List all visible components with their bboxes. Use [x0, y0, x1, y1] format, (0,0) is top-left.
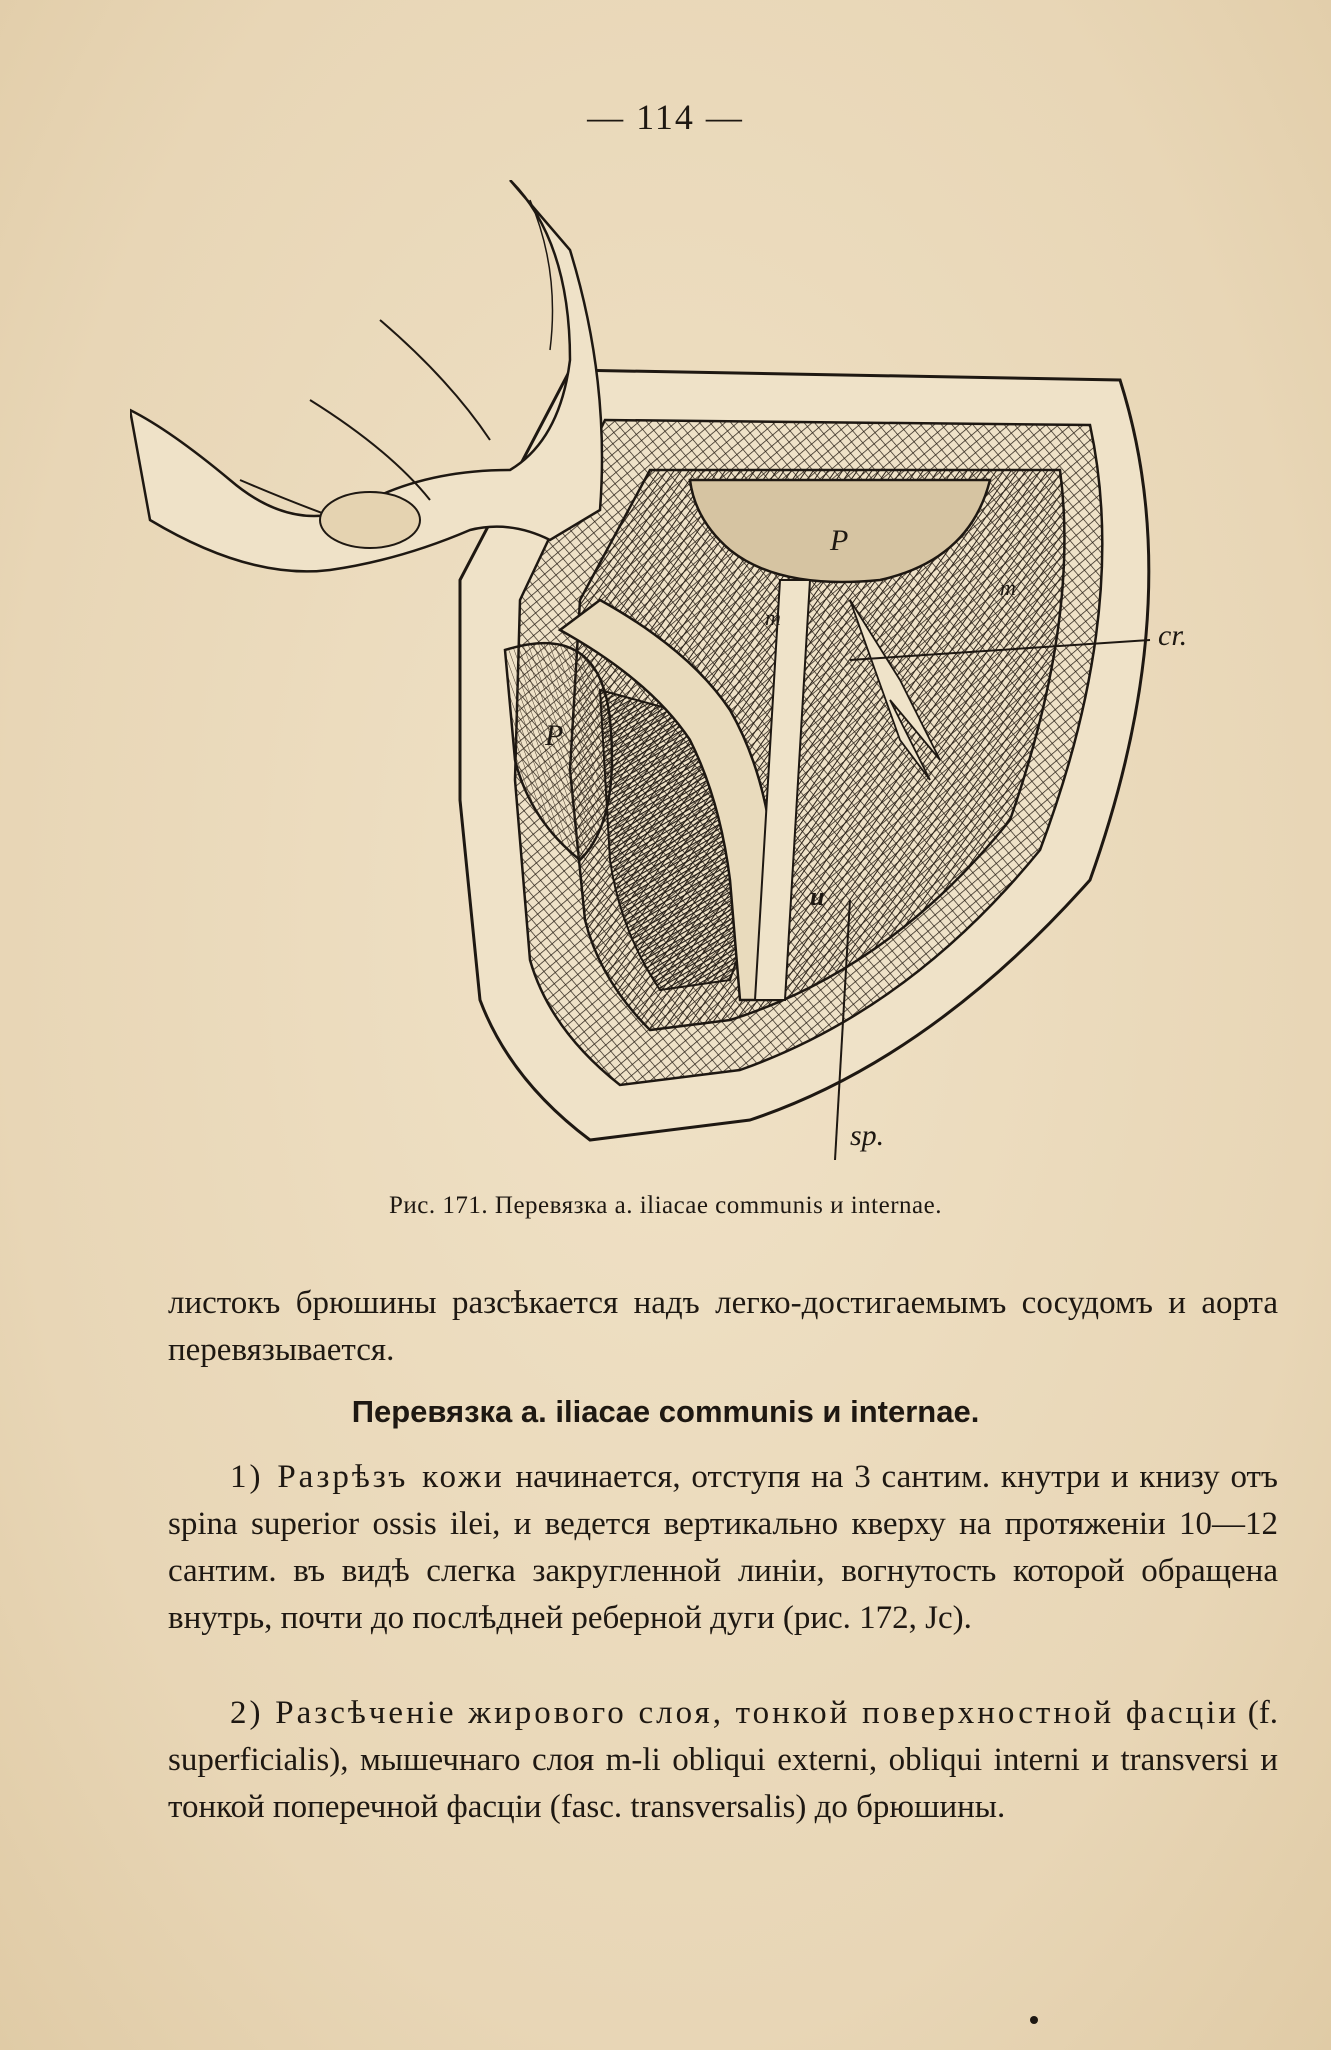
page-number: — 114 —	[587, 97, 744, 137]
label-sp: sp.	[850, 1119, 885, 1152]
label-p-top: P	[830, 524, 849, 557]
label-m-right: m	[1000, 575, 1016, 600]
ink-speck	[1030, 2016, 1038, 2024]
figure-caption: Рис. 171. Перевязка a. iliacae communis и internae.	[389, 1192, 942, 1219]
step-1-lead: 1) Разрѣзъ кожи	[230, 1459, 505, 1495]
anatomical-illustration	[130, 180, 1280, 1180]
section-heading: Перевязка a. iliacae communis и internae.	[351, 1394, 980, 1429]
label-m-left: m	[765, 605, 781, 630]
label-u: u	[810, 882, 825, 911]
paragraph-step-2	[168, 1690, 1278, 1831]
label-cr: cr.	[1158, 619, 1188, 652]
step-1-body: начинается, отступя на 3 сантим. кнутри и книзу отъ spina superior ossis ilei, и ведется вертикально кверху на протяженіи 10—12 сантим. въ видѣ слегка закругленной линіи, вогнутость которой обращена внутрь, почти до послѣдней реберной дуги (рис. 172, Jc).	[168, 1459, 1279, 1636]
step-2-lead: 2) Разсѣченіе жирового слоя, тонкой поверхностной фасціи	[230, 1695, 1240, 1731]
label-p-left: P	[545, 719, 564, 752]
fingernail	[320, 492, 420, 548]
paragraph-intro: листокъ брюшины разсѣкается надъ легко-достигаемымъ сосудомъ и аорта перевязывается.	[168, 1285, 1278, 1368]
paragraph-step-1	[168, 1454, 1278, 1642]
step-2-body: (f. superficialis), мышечнаго слоя m-li obliqui externi, obliqui interni и transversi и тонкой поперечной фасціи (fasc. transversalis) до брюшины.	[168, 1695, 1278, 1825]
